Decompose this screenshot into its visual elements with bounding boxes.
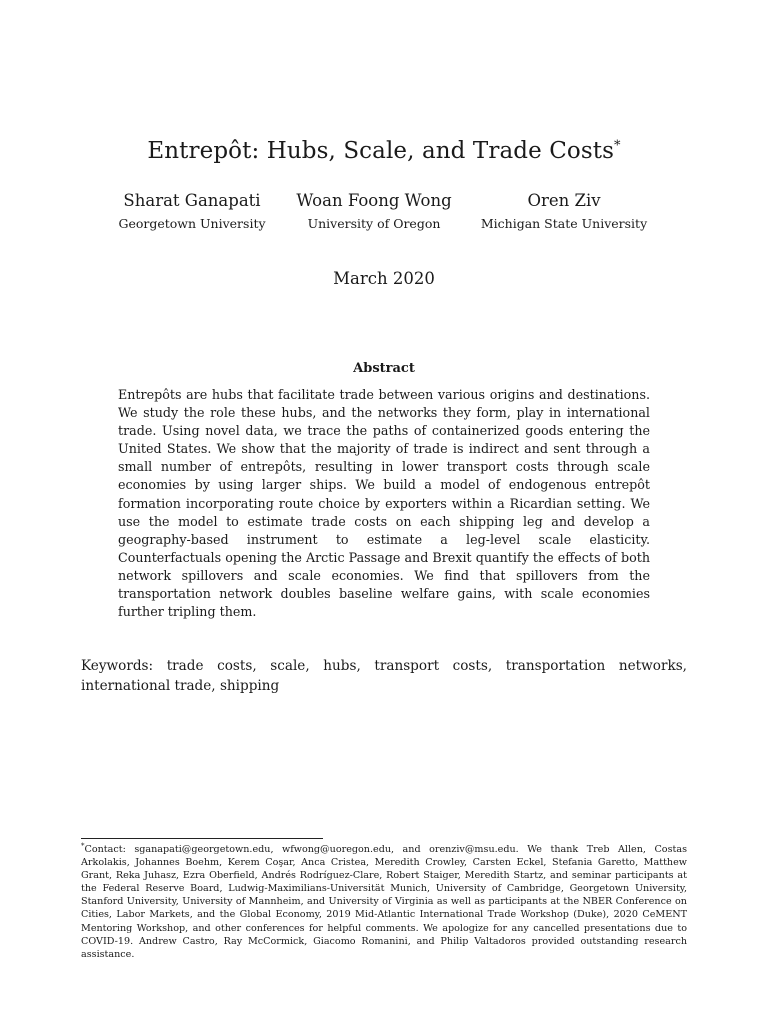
abstract-heading: Abstract [353,361,415,376]
author-name: Oren Ziv [527,191,601,210]
keywords: Keywords: trade costs, scale, hubs, transport costs, transportation networks, international trade, shipping [81,658,687,694]
author-block-2 [276,191,472,231]
footnote-text: Contact: sganapati@georgetown.edu, wfwong@uoregon.edu, and orenziv@msu.edu. We thank Treb Allen, Costas Arkolakis, Johannes Boehm, Kerem Coşar, Anca Cristea, Meredith Crowley, Carsten Eckel, Stefania Garetto, Matthew Grant, Reka Juhasz, Ezra Oberfield, Andrés Rodríguez-Clare, Robert Staiger, Meredith Startz, and seminar participants at the Federal Reserve Board, Ludwig-Maximilians-Universität Munich, University of Cambridge, Georgetown University, Stanford University, University of Mannheim, and University of Virginia as well as participants at the NBER Conference on Cities, Labor Markets, and the Global Economy, 2019 Mid-Atlantic International Trade Workshop (Duke), 2020 CeMENT Mentoring Workshop, and other conferences for helpful comments. We apologize for any cancelled presentations due to COVID-19. Andrew Castro, Ray McCormick, Giacomo Romanini, and Philip Valtadoros provided outstanding research assistance. [81,844,687,960]
footnote [81,843,687,961]
abstract-text: Entrepôts are hubs that facilitate trade between various origins and destinations. We study the role these hubs, and the networks they form, play in international trade. Using novel data, we trace the paths of containerized goods entering the United States. We show that the majority of trade is indirect and sent through a small number of entrepôts, resulting in lower transport costs through scale economies by using larger ships. We build a model of endogenous entrepôt formation incorporating route choice by exporters within a Ricardian setting. We use the model to estimate trade costs on each shipping leg and develop a geography-based instrument to estimate a leg-level scale elasticity. Counterfactuals opening the Arctic Passage and Brexit quantify the effects of both network spillovers and scale economies. We find that spillovers from the transportation network doubles baseline welfare gains, with scale economies further tripling them. [118,387,650,620]
author-affiliation: Georgetown University [118,216,266,231]
footnote-mark: * [81,841,85,850]
title-footnote-mark: * [614,138,621,154]
publication-date: March 2020 [333,269,435,288]
footnote-divider [81,838,323,839]
author-affiliation: Michigan State University [480,216,648,231]
author-block-1 [94,191,290,231]
paper-title [0,138,768,164]
author-affiliation: University of Oregon [307,216,441,231]
author-name: Sharat Ganapati [123,191,261,210]
author-name: Woan Foong Wong [296,191,452,210]
paper-title-text: Entrepôt: Hubs, Scale, and Trade Costs [147,138,615,164]
author-block-3 [464,191,664,231]
